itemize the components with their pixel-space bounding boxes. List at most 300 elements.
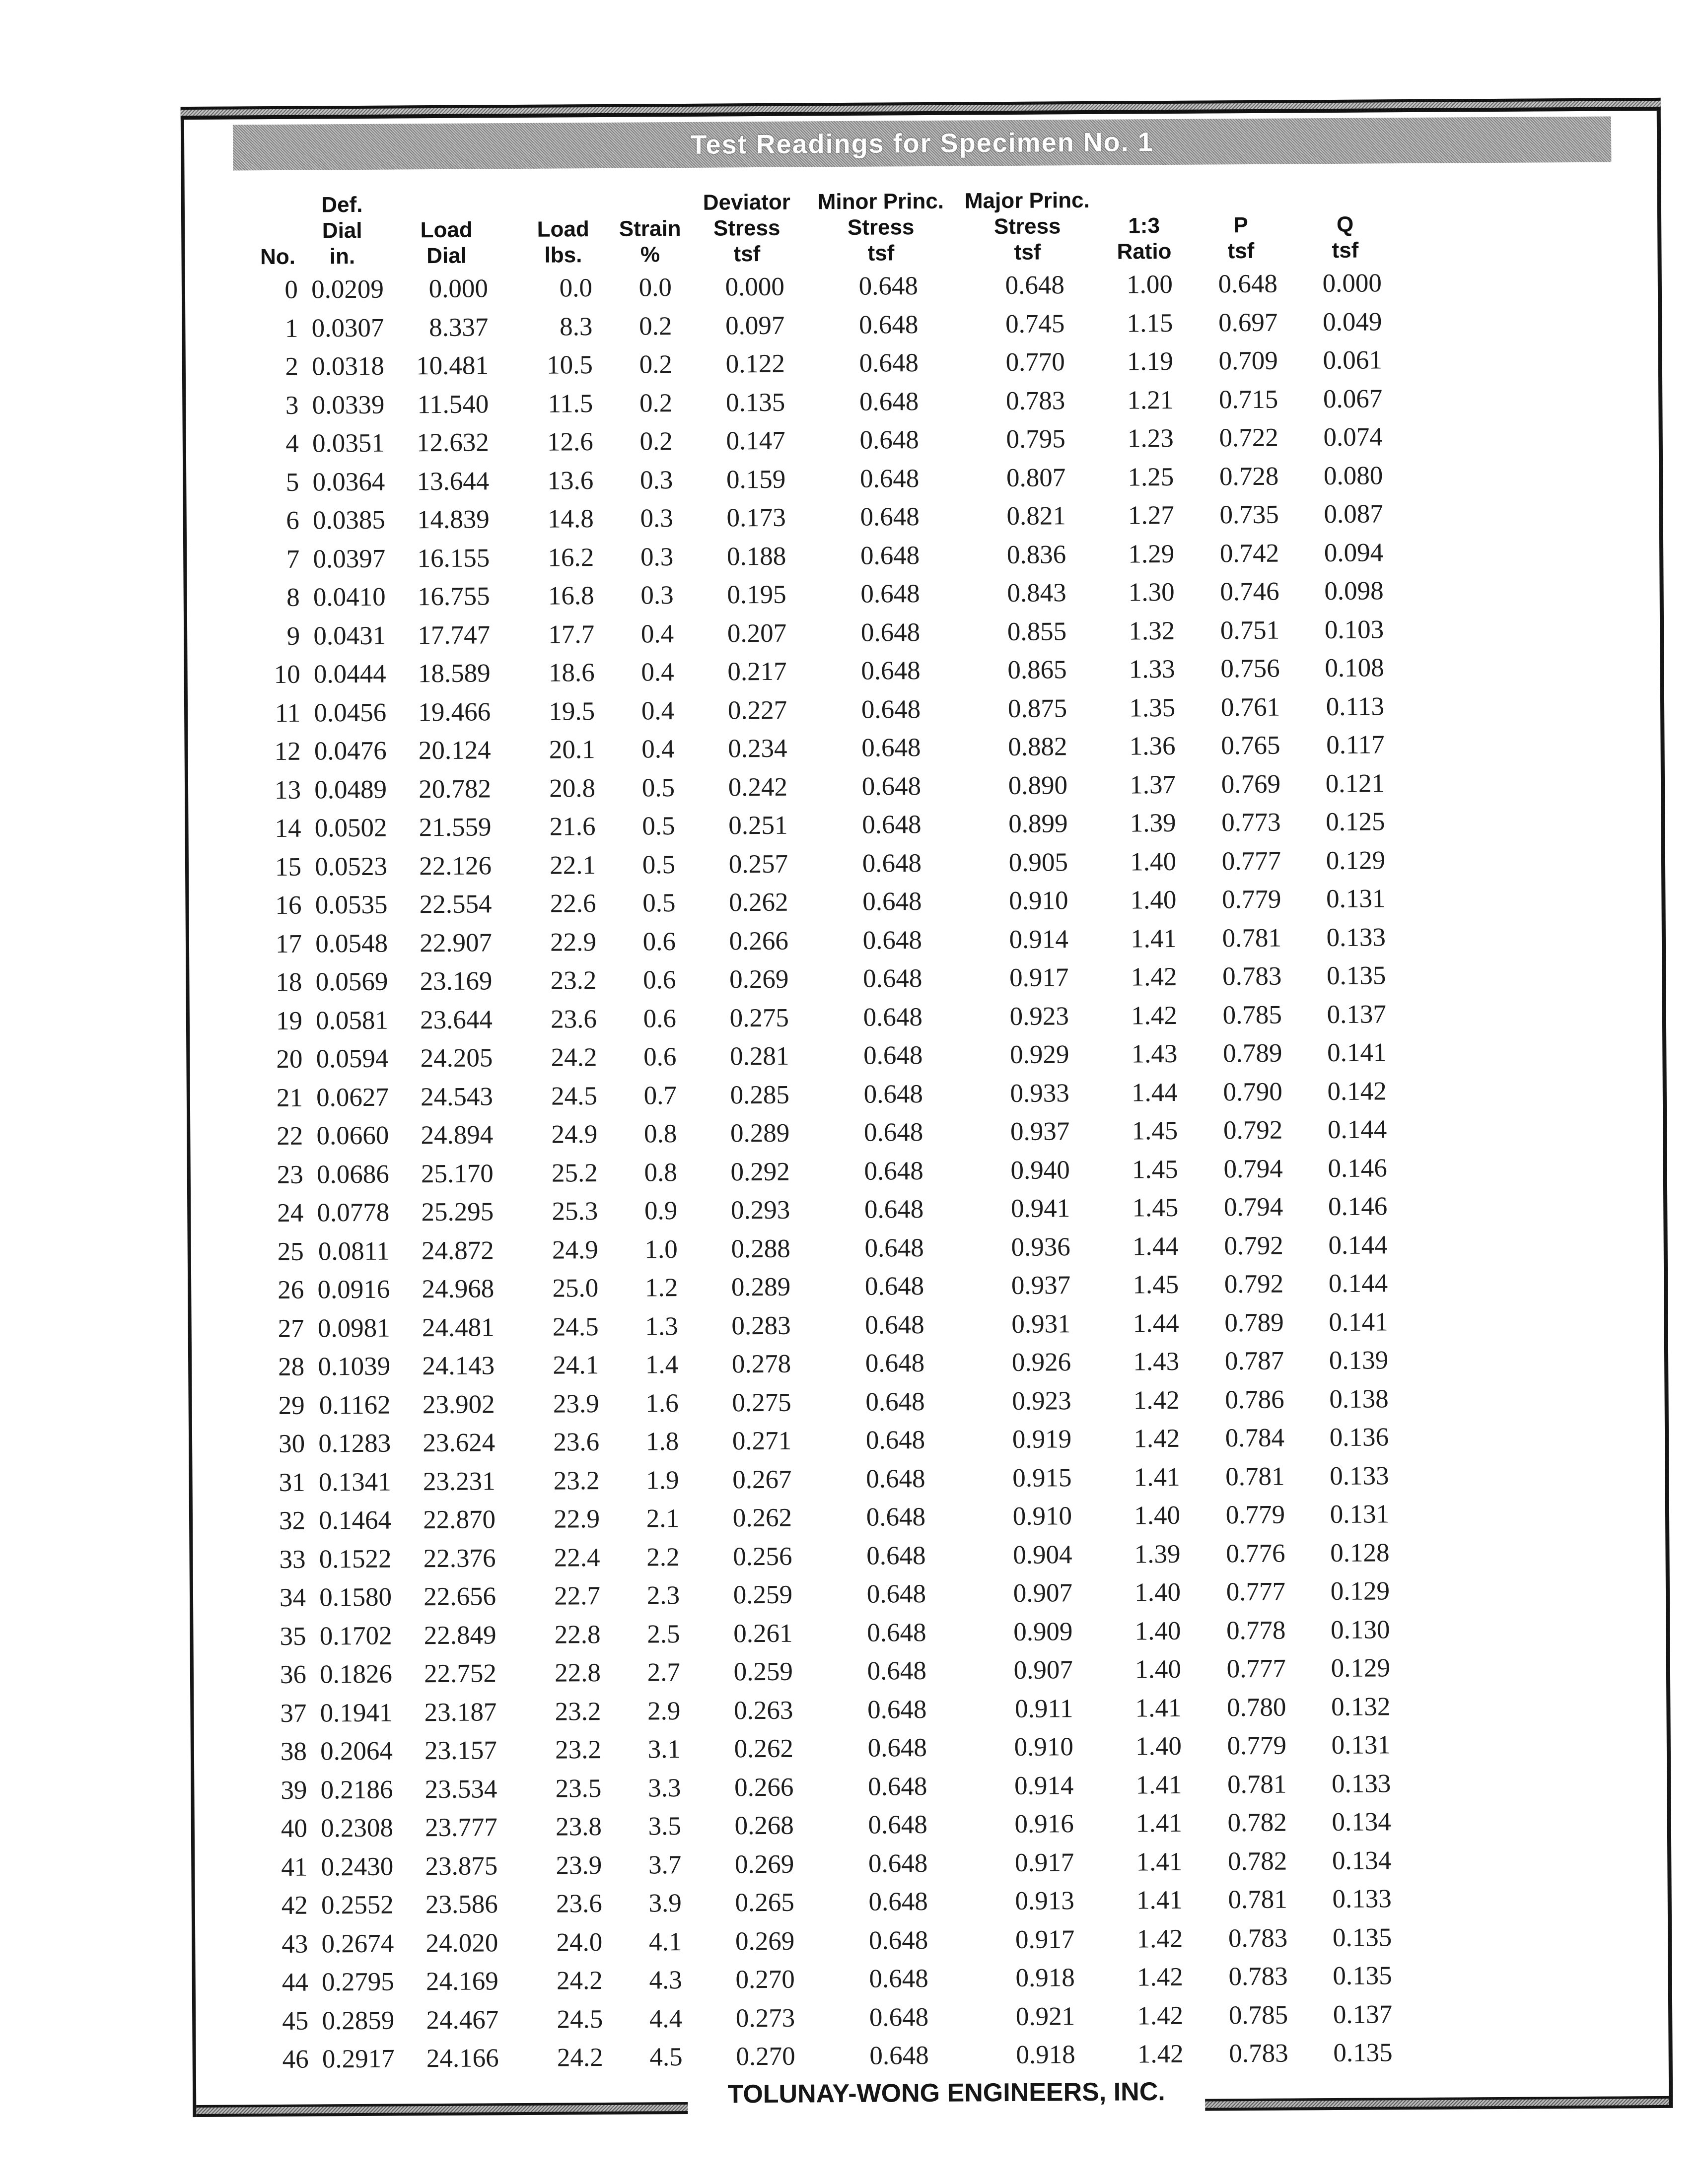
cell-q: 0.135	[1326, 961, 1386, 991]
cell-ratio: 1.44	[1131, 1078, 1178, 1107]
cell-no: 38	[280, 1737, 307, 1767]
cell-spacer	[1391, 1840, 1667, 1880]
cell-strain: 0.9	[644, 1196, 678, 1226]
cell-major-princ-stress: 0.909	[1013, 1617, 1073, 1646]
cell-def-dial: 0.0581	[315, 1006, 389, 1035]
cell-no: 37	[280, 1699, 307, 1728]
column-header-ratio: 1:3 Ratio	[1117, 213, 1172, 264]
cell-load-lbs: 22.6	[550, 889, 596, 918]
cell-q: 0.137	[1327, 1000, 1387, 1029]
cell-load-lbs: 24.5	[557, 2004, 603, 2034]
cell-load-lbs: 22.1	[550, 850, 596, 880]
cell-major-princ-stress: 0.940	[1010, 1155, 1070, 1185]
cell-q: 0.144	[1327, 1115, 1387, 1145]
cell-def-dial: 0.2795	[321, 1967, 394, 1997]
column-header-load-lbs: Load lbs.	[537, 217, 589, 268]
cell-load-dial: 19.466	[418, 697, 491, 727]
cell-strain: 0.4	[640, 619, 674, 649]
cell-major-princ-stress: 0.915	[1012, 1463, 1072, 1493]
cell-q: 0.087	[1324, 499, 1383, 529]
column-header-minor-princ-stress: Minor Princ. Stress tsf	[817, 189, 944, 266]
cell-no: 17	[275, 929, 302, 958]
cell-deviator-stress: 0.195	[727, 580, 786, 610]
cell-p: 0.783	[1228, 1962, 1288, 1991]
cell-strain: 3.7	[648, 1850, 682, 1880]
table-header	[185, 174, 1387, 271]
cell-minor-princ-stress: 0.648	[859, 464, 920, 493]
cell-p: 0.709	[1218, 346, 1278, 376]
cell-load-lbs: 24.0	[556, 1927, 603, 1957]
cell-load-dial: 8.337	[428, 313, 489, 342]
cell-q: 0.137	[1333, 2000, 1393, 2029]
cell-def-dial: 0.0548	[315, 929, 388, 958]
cell-load-dial: 17.747	[418, 620, 491, 650]
cell-q: 0.108	[1325, 653, 1384, 683]
cell-def-dial: 0.0981	[317, 1313, 390, 1343]
cell-spacer	[1388, 1340, 1664, 1380]
cell-minor-princ-stress: 0.648	[863, 1118, 923, 1148]
cell-no: 7	[286, 545, 300, 574]
cell-load-dial: 16.755	[417, 582, 490, 612]
cell-no: 2	[285, 352, 299, 382]
cell-q: 0.125	[1326, 807, 1385, 837]
cell-p: 0.781	[1227, 1770, 1287, 1799]
cell-p: 0.782	[1227, 1808, 1287, 1838]
cell-p: 0.751	[1220, 615, 1280, 645]
cell-spacer	[1388, 1378, 1664, 1418]
cell-minor-princ-stress: 0.648	[866, 1502, 926, 1532]
cell-spacer	[1392, 1878, 1668, 1918]
cell-load-dial: 24.481	[422, 1313, 495, 1342]
cell-spacer	[1389, 1455, 1665, 1495]
cell-major-princ-stress: 0.836	[1006, 540, 1066, 569]
cell-load-lbs: 24.2	[556, 1966, 603, 1995]
cell-deviator-stress: 0.251	[728, 811, 788, 840]
cell-spacer	[1390, 1647, 1666, 1688]
cell-major-princ-stress: 0.941	[1010, 1194, 1070, 1224]
cell-load-lbs: 25.0	[552, 1274, 599, 1303]
cell-q: 0.133	[1326, 923, 1386, 952]
cell-def-dial: 0.0502	[314, 813, 387, 843]
cell-strain: 1.9	[646, 1465, 679, 1495]
cell-deviator-stress: 0.265	[735, 1888, 794, 1917]
cell-def-dial: 0.0535	[315, 890, 388, 920]
cell-def-dial: 0.0686	[316, 1160, 389, 1189]
cell-load-lbs: 24.5	[551, 1081, 598, 1111]
cell-no: 30	[278, 1429, 305, 1459]
cell-major-princ-stress: 0.914	[1009, 925, 1069, 954]
cell-def-dial: 0.0627	[316, 1083, 389, 1112]
cell-spacer	[1382, 378, 1658, 418]
cell-q: 0.146	[1328, 1154, 1387, 1183]
cell-no: 22	[277, 1121, 303, 1151]
cell-major-princ-stress: 0.648	[1005, 271, 1065, 300]
cell-deviator-stress: 0.217	[727, 657, 787, 686]
cell-major-princ-stress: 0.745	[1005, 309, 1065, 339]
cell-no: 0	[284, 275, 298, 305]
cell-deviator-stress: 0.135	[725, 388, 785, 417]
cell-q: 0.131	[1331, 1730, 1391, 1760]
cell-q: 0.142	[1327, 1077, 1387, 1106]
cell-q: 0.138	[1329, 1384, 1389, 1414]
cell-ratio: 1.30	[1128, 578, 1175, 607]
cell-strain: 3.1	[647, 1735, 681, 1764]
cell-def-dial: 0.1283	[318, 1429, 391, 1458]
cell-def-dial: 0.0209	[311, 274, 384, 304]
cell-deviator-stress: 0.273	[735, 2003, 795, 2033]
cell-p: 0.783	[1222, 961, 1282, 991]
cell-strain: 0.4	[641, 658, 674, 687]
cell-spacer	[1389, 1417, 1665, 1457]
cell-def-dial: 0.0476	[314, 736, 387, 766]
cell-load-dial: 24.169	[425, 1967, 498, 1996]
cell-strain: 1.2	[644, 1273, 678, 1302]
cell-spacer	[1392, 1993, 1668, 2034]
cell-q: 0.098	[1324, 576, 1384, 606]
cell-ratio: 1.41	[1135, 1693, 1182, 1723]
cell-major-princ-stress: 0.917	[1009, 963, 1069, 993]
cell-q: 0.061	[1323, 345, 1382, 375]
cell-ratio: 1.43	[1133, 1347, 1180, 1376]
cell-ratio: 1.23	[1127, 424, 1174, 453]
cell-spacer	[1392, 2032, 1668, 2072]
cell-ratio: 1.41	[1135, 1770, 1182, 1800]
cell-q: 0.134	[1332, 1846, 1392, 1875]
cell-q: 0.144	[1328, 1269, 1388, 1298]
cell-load-lbs: 22.8	[554, 1620, 601, 1649]
cell-load-lbs: 23.2	[553, 1466, 600, 1496]
cell-deviator-stress: 0.289	[731, 1272, 791, 1302]
cell-load-lbs: 23.9	[556, 1850, 602, 1880]
cell-load-lbs: 20.1	[549, 735, 595, 764]
cell-q: 0.141	[1329, 1307, 1388, 1337]
cell-p: 0.785	[1222, 1000, 1282, 1030]
cell-q: 0.129	[1331, 1653, 1391, 1683]
cell-spacer	[1382, 340, 1658, 380]
cell-strain: 0.6	[642, 965, 676, 995]
cell-p: 0.789	[1224, 1308, 1284, 1338]
cell-def-dial: 0.0916	[317, 1275, 390, 1304]
cell-no: 14	[275, 814, 301, 843]
cell-p: 0.783	[1229, 2039, 1288, 2068]
cell-p: 0.761	[1220, 692, 1280, 722]
cell-p: 0.756	[1220, 654, 1280, 683]
cell-load-lbs: 22.7	[554, 1581, 601, 1611]
cell-p: 0.784	[1225, 1423, 1285, 1453]
cell-ratio: 1.41	[1136, 1847, 1183, 1877]
footer-rule-right	[1205, 2096, 1669, 2111]
cell-minor-princ-stress: 0.648	[864, 1233, 924, 1263]
cell-load-dial: 23.644	[420, 1005, 493, 1034]
cell-load-dial: 24.166	[426, 2044, 499, 2073]
cell-def-dial: 0.0660	[316, 1121, 389, 1151]
cell-minor-princ-stress: 0.648	[863, 1041, 923, 1071]
cell-spacer	[1388, 1301, 1664, 1341]
cell-p: 0.792	[1224, 1269, 1284, 1299]
cell-minor-princ-stress: 0.648	[859, 387, 919, 416]
cell-spacer	[1383, 416, 1659, 457]
cell-minor-princ-stress: 0.648	[868, 1887, 928, 1916]
cell-deviator-stress: 0.270	[735, 1965, 795, 1994]
cell-minor-princ-stress: 0.648	[864, 1272, 924, 1301]
cell-ratio: 1.45	[1132, 1155, 1178, 1184]
cell-minor-princ-stress: 0.648	[866, 1541, 926, 1570]
cell-load-dial: 24.872	[421, 1236, 494, 1265]
cell-no: 40	[281, 1814, 308, 1843]
cell-load-lbs: 24.9	[551, 1120, 598, 1149]
cell-q: 0.133	[1331, 1769, 1391, 1798]
cell-strain: 1.6	[645, 1388, 679, 1418]
cell-deviator-stress: 0.270	[736, 2042, 795, 2071]
cell-def-dial: 0.2064	[320, 1736, 393, 1766]
cell-strain: 0.4	[641, 696, 675, 726]
cell-no: 45	[282, 2006, 309, 2036]
cell-load-lbs: 23.6	[556, 1889, 602, 1918]
cell-major-princ-stress: 0.914	[1014, 1771, 1074, 1800]
cell-minor-princ-stress: 0.648	[858, 272, 919, 301]
cell-p: 0.785	[1228, 2000, 1288, 2030]
cell-spacer	[1392, 1916, 1668, 1957]
cell-minor-princ-stress: 0.648	[868, 1810, 928, 1840]
cell-minor-princ-stress: 0.648	[862, 925, 922, 955]
cell-p: 0.790	[1223, 1077, 1282, 1107]
cell-strain: 0.5	[641, 773, 675, 803]
cell-strain: 1.0	[644, 1234, 678, 1264]
cell-load-dial: 23.586	[425, 1890, 498, 1919]
cell-ratio: 1.42	[1137, 2001, 1184, 2031]
cell-load-lbs: 8.3	[559, 312, 593, 341]
cell-no: 26	[278, 1275, 304, 1305]
cell-q: 0.146	[1328, 1192, 1388, 1222]
cell-spacer	[1387, 1109, 1663, 1149]
cell-load-dial: 24.205	[420, 1043, 493, 1073]
cell-no: 34	[279, 1583, 306, 1613]
cell-no: 25	[277, 1237, 304, 1266]
cell-deviator-stress: 0.278	[731, 1349, 791, 1379]
cell-minor-princ-stress: 0.648	[869, 1964, 928, 1993]
cell-major-princ-stress: 0.907	[1013, 1655, 1073, 1685]
cell-ratio: 1.45	[1133, 1270, 1179, 1299]
cell-load-lbs: 0.0	[559, 273, 593, 303]
cell-q: 0.000	[1322, 269, 1382, 298]
cell-minor-princ-stress: 0.648	[863, 1079, 923, 1109]
cell-minor-princ-stress: 0.648	[865, 1349, 925, 1378]
cell-load-lbs: 11.5	[548, 389, 593, 418]
cell-def-dial: 0.1464	[319, 1505, 392, 1535]
cell-q: 0.117	[1326, 730, 1385, 760]
cell-load-dial: 16.155	[417, 544, 490, 573]
cell-ratio: 1.40	[1134, 1578, 1181, 1607]
cell-no: 13	[274, 775, 301, 805]
cell-ratio: 1.41	[1133, 1462, 1180, 1492]
cell-def-dial: 0.1522	[319, 1544, 392, 1574]
cell-no: 44	[282, 1968, 308, 1997]
cell-strain: 2.5	[647, 1619, 680, 1649]
cell-ratio: 1.40	[1130, 886, 1177, 915]
cell-minor-princ-stress: 0.648	[869, 2041, 929, 2070]
cell-p: 0.779	[1222, 885, 1281, 914]
cell-major-princ-stress: 0.917	[1015, 1924, 1075, 1954]
cell-load-lbs: 10.5	[546, 350, 593, 380]
cell-no: 8	[286, 583, 300, 613]
cell-major-princ-stress: 0.899	[1008, 809, 1068, 839]
cell-strain: 2.2	[646, 1542, 680, 1572]
cell-strain: 1.3	[645, 1311, 678, 1341]
cell-def-dial: 0.0489	[314, 775, 387, 805]
cell-q: 0.135	[1332, 1923, 1392, 1952]
cell-major-princ-stress: 0.926	[1011, 1348, 1071, 1377]
cell-load-lbs: 24.9	[552, 1235, 598, 1265]
cell-deviator-stress: 0.122	[725, 349, 785, 379]
cell-p: 0.781	[1225, 1462, 1285, 1492]
cell-minor-princ-stress: 0.648	[867, 1695, 927, 1724]
cell-minor-princ-stress: 0.648	[861, 733, 921, 763]
cell-q: 0.135	[1333, 2038, 1393, 2068]
cell-ratio: 1.32	[1129, 616, 1175, 646]
cell-minor-princ-stress: 0.648	[860, 579, 920, 609]
cell-deviator-stress: 0.269	[729, 964, 789, 994]
cell-load-dial: 22.554	[419, 889, 492, 919]
cell-deviator-stress: 0.268	[734, 1811, 794, 1841]
cell-no: 15	[275, 852, 302, 882]
cell-ratio: 1.00	[1126, 270, 1173, 299]
cell-def-dial: 0.2308	[320, 1813, 394, 1843]
cell-no: 16	[275, 890, 302, 920]
cell-no: 41	[281, 1852, 308, 1882]
cell-spacer	[1391, 1763, 1667, 1803]
cell-deviator-stress: 0.266	[729, 926, 789, 956]
cell-strain: 1.4	[645, 1350, 679, 1379]
cell-spacer	[1390, 1609, 1666, 1649]
cell-spacer	[1390, 1686, 1666, 1726]
cell-p: 0.715	[1218, 385, 1278, 414]
cell-minor-princ-stress: 0.648	[858, 310, 919, 340]
cell-def-dial: 0.0307	[311, 313, 384, 343]
cell-minor-princ-stress: 0.648	[868, 1848, 928, 1878]
cell-q: 0.128	[1330, 1538, 1390, 1568]
cell-p: 0.789	[1222, 1038, 1282, 1068]
cell-p: 0.779	[1227, 1731, 1287, 1761]
cell-def-dial: 0.0569	[315, 967, 388, 997]
cell-load-lbs: 22.4	[554, 1543, 600, 1572]
cell-strain: 4.4	[649, 2004, 683, 2034]
cell-major-princ-stress: 0.937	[1010, 1117, 1070, 1147]
cell-load-lbs: 23.6	[550, 1004, 597, 1034]
cell-minor-princ-stress: 0.648	[864, 1156, 923, 1186]
cell-spacer	[1386, 916, 1662, 956]
cell-load-lbs: 22.9	[554, 1504, 600, 1534]
cell-def-dial: 0.2430	[321, 1852, 394, 1882]
cell-p: 0.777	[1226, 1577, 1286, 1607]
cell-spacer	[1382, 301, 1658, 341]
cell-q: 0.049	[1322, 307, 1382, 337]
cell-def-dial: 0.0523	[315, 852, 388, 882]
cell-load-lbs: 14.8	[547, 504, 594, 534]
cell-major-princ-stress: 0.918	[1016, 2040, 1075, 2070]
cell-major-princ-stress: 0.865	[1007, 655, 1067, 685]
cell-p: 0.787	[1224, 1346, 1284, 1376]
cell-minor-princ-stress: 0.648	[867, 1618, 926, 1647]
cell-no: 11	[275, 698, 301, 728]
cell-ratio: 1.42	[1131, 962, 1177, 992]
cell-spacer	[1385, 878, 1661, 918]
cell-strain: 0.6	[643, 1004, 677, 1033]
cell-load-dial: 24.968	[422, 1274, 495, 1304]
cell-deviator-stress: 0.289	[730, 1118, 790, 1148]
cell-deviator-stress: 0.000	[725, 272, 785, 302]
cell-load-dial: 23.187	[424, 1698, 497, 1727]
cell-p: 0.782	[1227, 1846, 1287, 1876]
cell-p: 0.648	[1218, 269, 1278, 299]
cell-ratio: 1.41	[1136, 1886, 1183, 1915]
cell-def-dial: 0.0351	[312, 428, 385, 458]
cell-no: 3	[285, 391, 299, 420]
cell-p: 0.773	[1221, 808, 1281, 837]
cell-deviator-stress: 0.293	[730, 1195, 790, 1225]
cell-deviator-stress: 0.242	[728, 772, 788, 802]
cell-def-dial: 0.0431	[313, 621, 386, 651]
cell-deviator-stress: 0.227	[727, 695, 787, 725]
cell-strain: 0.5	[642, 812, 675, 841]
cell-strain: 2.3	[646, 1581, 680, 1610]
cell-def-dial: 0.1039	[318, 1352, 391, 1381]
cell-q: 0.141	[1327, 1038, 1387, 1068]
cell-deviator-stress: 0.147	[726, 426, 785, 456]
cell-def-dial: 0.0456	[314, 698, 387, 728]
cell-deviator-stress: 0.271	[732, 1426, 792, 1456]
cell-major-princ-stress: 0.910	[1014, 1732, 1074, 1762]
cell-load-lbs: 18.6	[548, 658, 595, 687]
cell-ratio: 1.42	[1133, 1385, 1180, 1415]
cell-q: 0.135	[1333, 1961, 1392, 1991]
cell-major-princ-stress: 0.910	[1009, 886, 1068, 916]
cell-no: 4	[285, 429, 299, 459]
cell-minor-princ-stress: 0.648	[860, 502, 920, 532]
cell-load-dial: 23.534	[425, 1774, 497, 1804]
cell-minor-princ-stress: 0.648	[862, 964, 922, 994]
cell-deviator-stress: 0.256	[733, 1542, 792, 1571]
cell-strain: 2.9	[647, 1696, 681, 1726]
cell-load-dial: 23.169	[420, 966, 493, 996]
cell-major-princ-stress: 0.923	[1009, 1001, 1069, 1031]
cell-def-dial: 0.2186	[320, 1775, 393, 1805]
cell-deviator-stress: 0.292	[730, 1157, 790, 1187]
cell-minor-princ-stress: 0.648	[863, 1002, 923, 1032]
cell-ratio: 1.41	[1135, 1809, 1182, 1838]
cell-def-dial: 0.0397	[313, 544, 386, 574]
cell-load-lbs: 23.8	[555, 1812, 602, 1842]
cell-minor-princ-stress: 0.648	[859, 425, 919, 455]
cell-p: 0.781	[1228, 1885, 1287, 1914]
cell-strain: 0.5	[642, 850, 676, 880]
cell-p: 0.780	[1226, 1693, 1286, 1722]
cell-deviator-stress: 0.283	[731, 1311, 791, 1341]
cell-deviator-stress: 0.267	[732, 1465, 792, 1495]
frame-top-border	[181, 98, 1661, 120]
cell-major-princ-stress: 0.931	[1011, 1309, 1071, 1339]
cell-major-princ-stress: 0.907	[1013, 1578, 1073, 1608]
cell-p: 0.769	[1221, 769, 1281, 799]
cell-minor-princ-stress: 0.648	[869, 2002, 929, 2032]
cell-minor-princ-stress: 0.648	[866, 1579, 926, 1609]
cell-q: 0.129	[1330, 1576, 1390, 1606]
cell-major-princ-stress: 0.919	[1012, 1425, 1072, 1454]
cell-deviator-stress: 0.269	[735, 1926, 795, 1956]
cell-load-lbs: 24.5	[552, 1312, 599, 1342]
cell-def-dial: 0.0385	[312, 505, 385, 535]
cell-deviator-stress: 0.262	[732, 1503, 792, 1533]
cell-load-dial: 23.231	[423, 1467, 496, 1496]
